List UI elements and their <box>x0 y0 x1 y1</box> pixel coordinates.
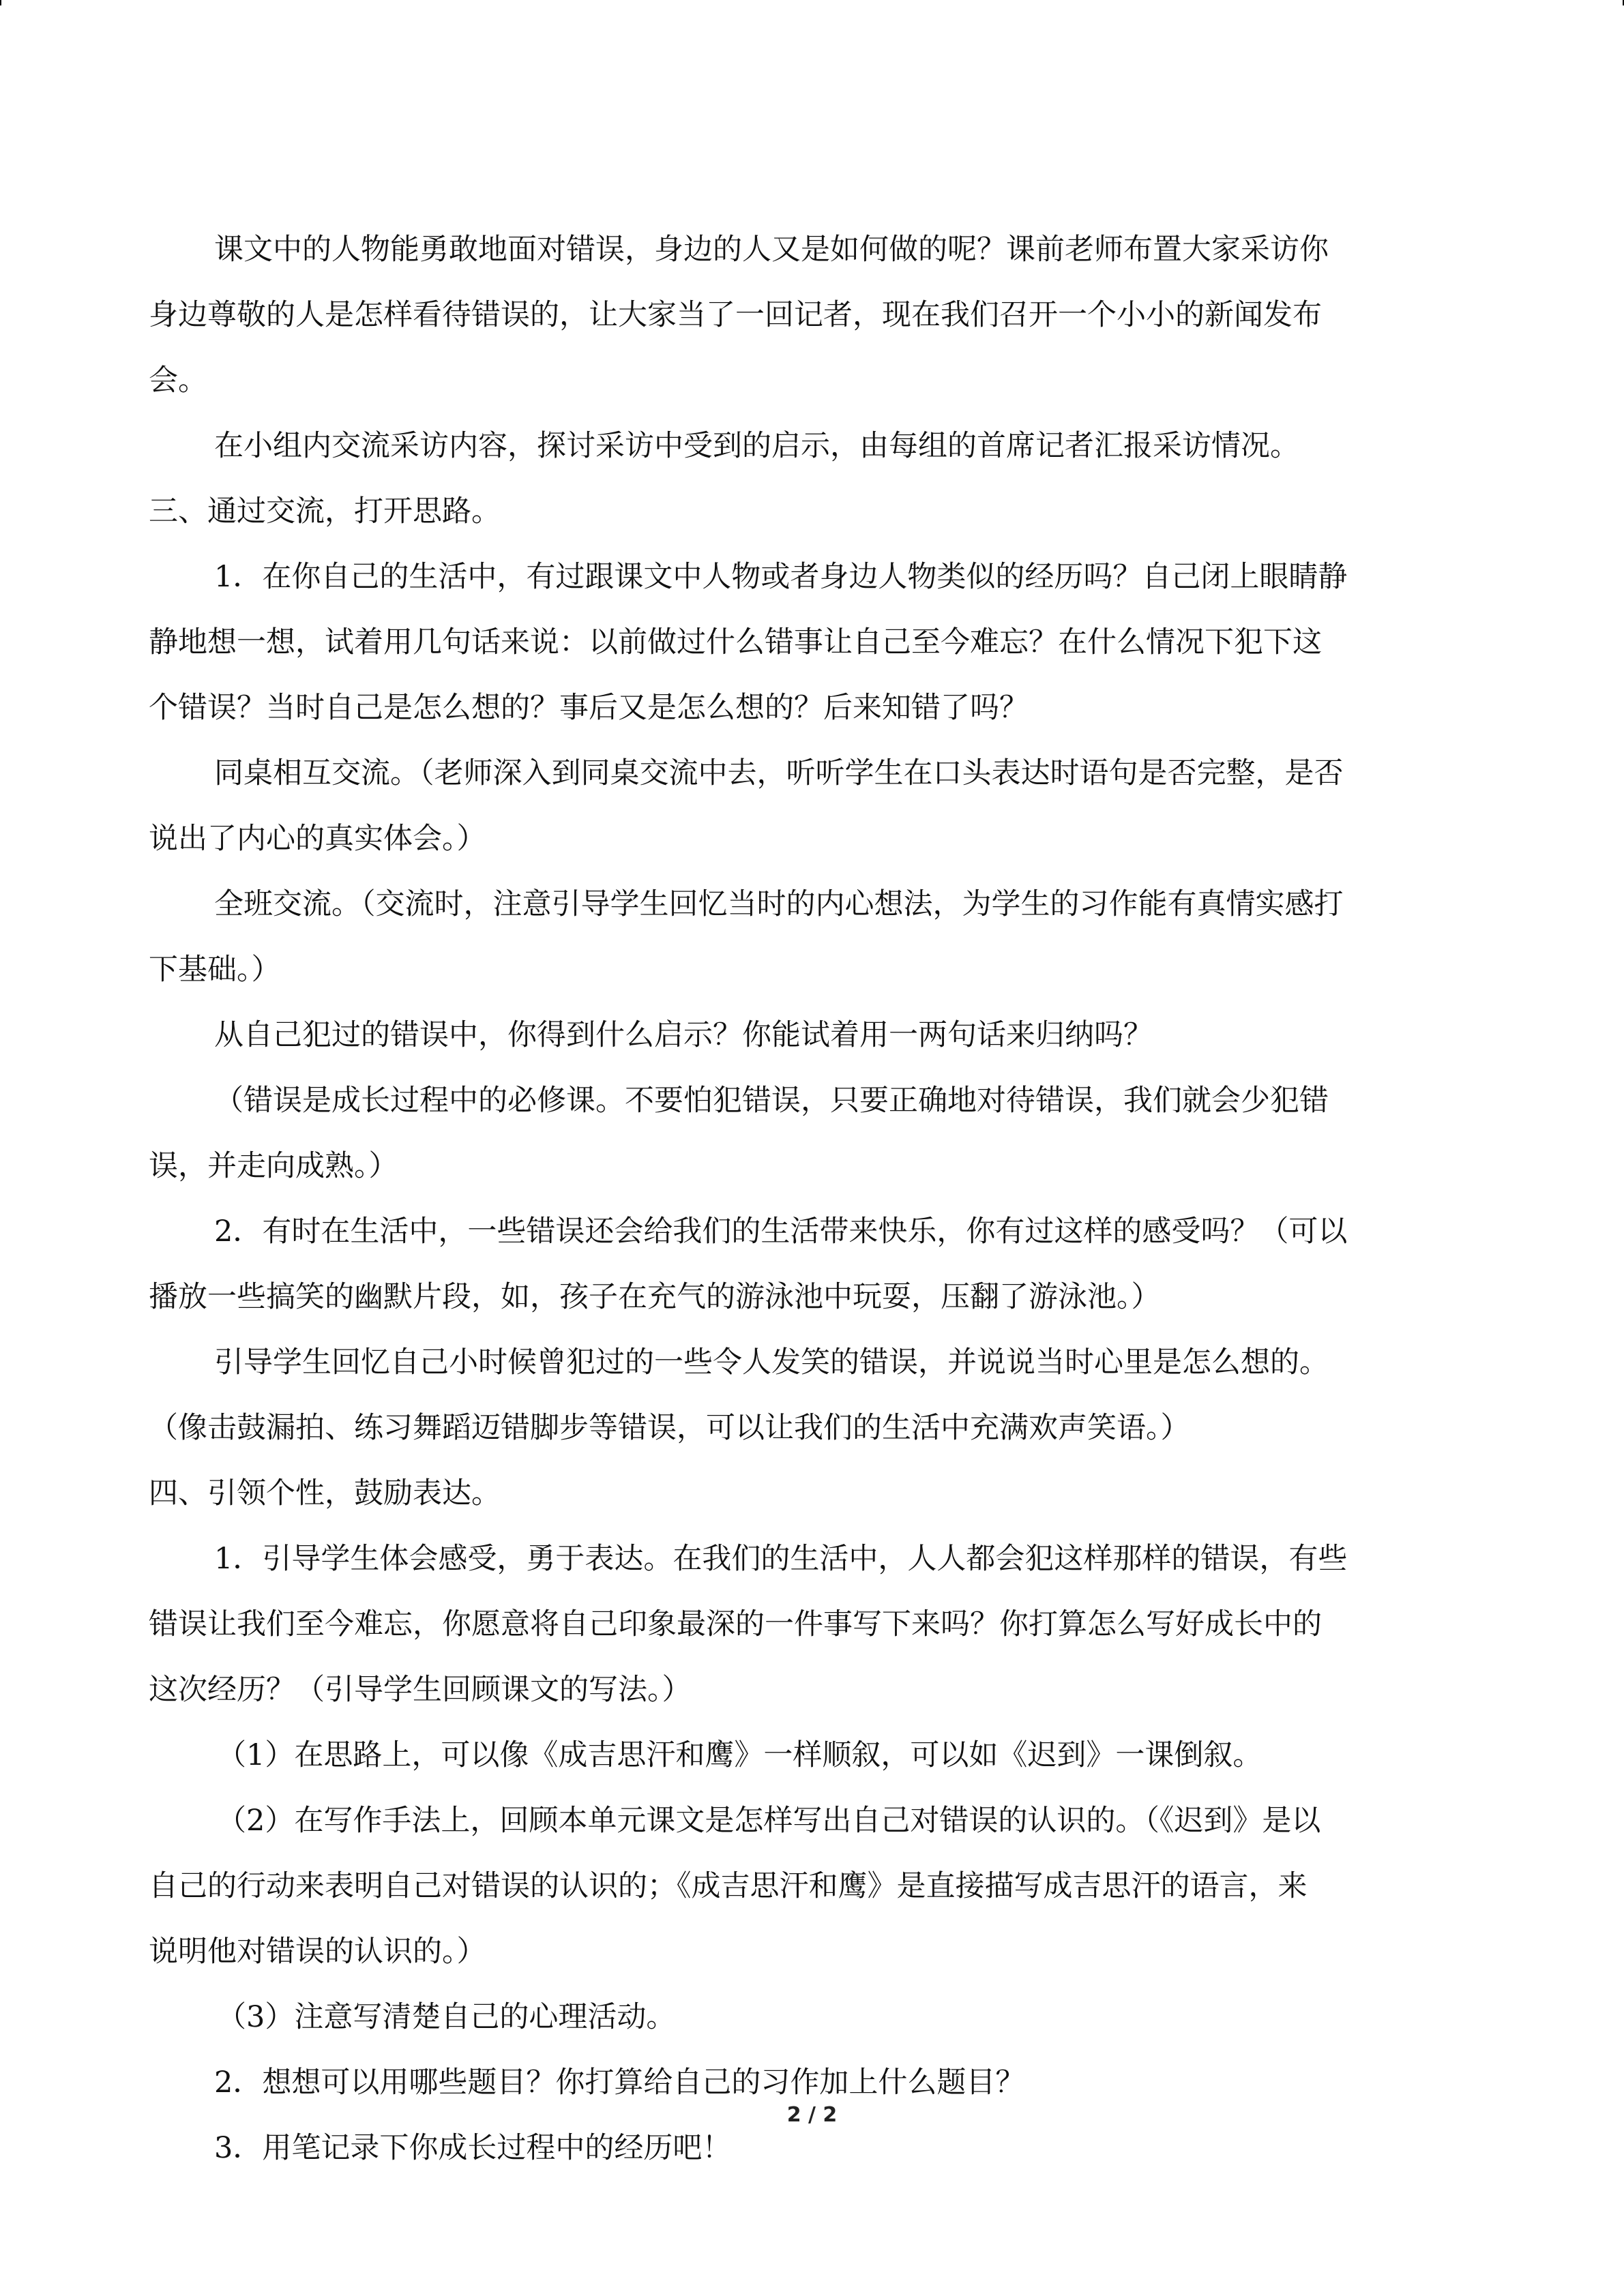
paragraph-line: 这次经历？（引导学生回顾课文的写法。） <box>149 1673 692 1707</box>
document-body <box>149 217 1477 2181</box>
paragraph-line: 全班交流。（交流时，注意引导学生回忆当时的内心想法，为学生的习作能有真情实感打 <box>214 887 1344 921</box>
paragraph-line: 2．有时在生活中，一些错误还会给我们的生活带来快乐，你有过这样的感受吗？（可以 <box>214 1214 1348 1249</box>
paragraph-line: （像击鼓漏拍、练习舞蹈迈错脚步等错误，可以让我们的生活中充满欢声笑语。） <box>149 1411 1190 1445</box>
section-heading: 三、通过交流，打开思路。 <box>149 494 501 528</box>
paragraph-line: 同桌相互交流。（老师深入到同桌交流中去，听听学生在口头表达时语句是否完整，是否 <box>214 756 1344 790</box>
paragraph-line: 3．用笔记录下你成长过程中的经历吧！ <box>214 2131 732 2165</box>
paragraph-line: 说出了内心的真实体会。） <box>149 822 486 856</box>
paragraph-line: （3）注意写清楚自己的心理活动。 <box>217 2000 676 2034</box>
paragraph-line: 下基础。） <box>149 953 281 987</box>
paragraph-line: 1．引导学生体会感受，勇于表达。在我们的生活中，人人都会犯这样那样的错误，有些 <box>214 1542 1348 1576</box>
page-corner-mark-left <box>0 0 1 5</box>
paragraph-line: 播放一些搞笑的幽默片段，如，孩子在充气的游泳池中玩耍，压翻了游泳池。） <box>149 1280 1161 1314</box>
paragraph-line: 会。 <box>149 363 207 398</box>
paragraph-line: （错误是成长过程中的必修课。不要怕犯错误，只要正确地对待错误，我们就会少犯错 <box>214 1084 1329 1118</box>
paragraph-line: 在小组内交流采访内容，探讨采访中受到的启示，由每组的首席记者汇报采访情况。 <box>214 429 1299 463</box>
paragraph-line: 错误让我们至今难忘，你愿意将自己印象最深的一件事写下来吗？你打算怎么写好成长中的 <box>149 1607 1322 1641</box>
paragraph-line: 自己的行动来表明自己对错误的认识的；《成吉思汗和鹰》是直接描写成吉思汗的语言，来 <box>149 1869 1308 1903</box>
paragraph-line: 误，并走向成熟。） <box>149 1149 398 1183</box>
paragraph-line: 课文中的人物能勇敢地面对错误，身边的人又是如何做的呢？课前老师布置大家采访你 <box>214 233 1329 267</box>
paragraph-line: 个错误？当时自己是怎么想的？事后又是怎么想的？后来知错了吗？ <box>149 691 1029 725</box>
paragraph-line: 2．想想可以用哪些题目？你打算给自己的习作加上什么题目？ <box>214 2066 1025 2100</box>
page-number: 2 / 2 <box>786 2103 838 2127</box>
paragraph-line: 静地想一想，试着用几句话来说：以前做过什么错事让自己至今难忘？在什么情况下犯下这 <box>149 625 1322 659</box>
paragraph-line: 从自己犯过的错误中，你得到什么启示？你能试着用一两句话来归纳吗？ <box>214 1018 1153 1052</box>
paragraph-line: 身边尊敬的人是怎样看待错误的，让大家当了一回记者，现在我们召开一个小小的新闻发布 <box>149 298 1322 332</box>
paragraph-line: 说明他对错误的认识的。） <box>149 1935 486 1969</box>
paragraph-line: （2）在写作手法上，回顾本单元课文是怎样写出自己对错误的认识的。（《迟到》是以 <box>217 1804 1321 1838</box>
section-heading: 四、引领个性，鼓励表达。 <box>149 1476 501 1510</box>
paragraph-line: 引导学生回忆自己小时候曾犯过的一些令人发笑的错误，并说说当时心里是怎么想的。 <box>214 1345 1329 1380</box>
paragraph-line: 1．在你自己的生活中，有过跟课文中人物或者身边人物类似的经历吗？自己闭上眼睛静 <box>214 560 1348 594</box>
paragraph-line: （1）在思路上，可以像《成吉思汗和鹰》一样顺叙，可以如《迟到》一课倒叙。 <box>217 1738 1263 1772</box>
